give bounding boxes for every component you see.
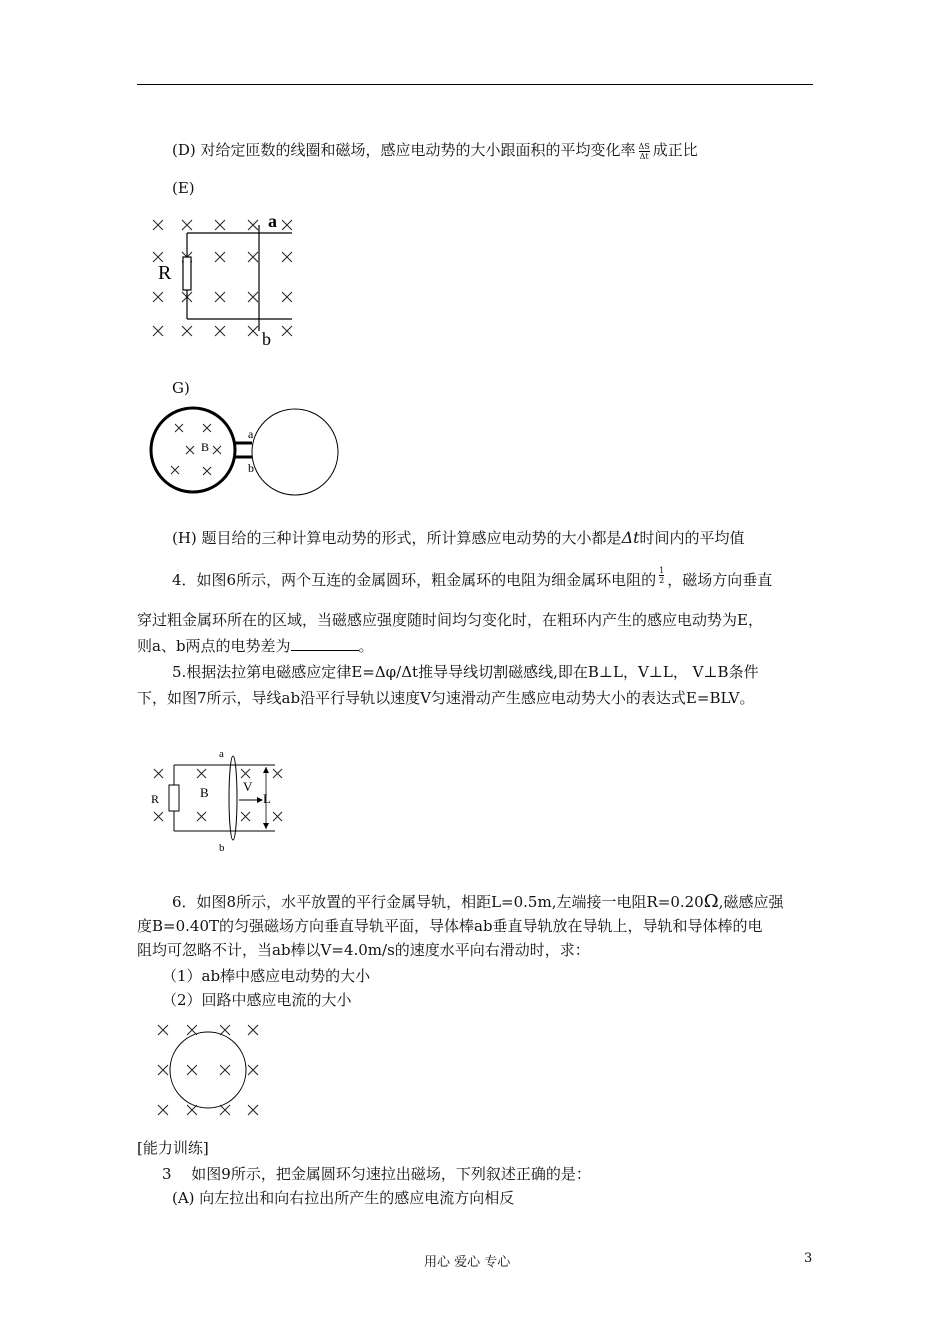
cross-mark	[182, 326, 192, 336]
field-crosses-g	[171, 424, 221, 475]
option-d-tail: 成正比	[652, 141, 698, 159]
figure-e	[140, 205, 320, 355]
label-field-b: B	[201, 440, 210, 454]
question-6-sub2: （2）回路中感应电流的大小	[162, 991, 352, 1009]
header-rule	[137, 84, 813, 85]
label-b: b	[248, 461, 254, 475]
cross-mark	[282, 220, 292, 230]
question-3-line: 3 如图9所示，把金属圆环匀速拉出磁场，下列叙述正确的是：	[162, 1165, 591, 1183]
question-5-line1: 5.根据法拉第电磁感应定律E=Δφ/Δt推导导线切割磁感线,即在B⊥L，V⊥L， V⊥B条件	[172, 663, 759, 681]
page-number: 3	[804, 1251, 813, 1266]
figure-8	[150, 1020, 270, 1120]
resistor-r	[169, 785, 179, 811]
label-b: b	[262, 329, 271, 349]
question-5-line2: 下，如图7所示，导线ab沿平行导轨以速度V匀速滑动产生感应电动势大小的表达式E=BLV。	[137, 689, 755, 707]
resistor-r	[183, 257, 191, 290]
cross-mark	[215, 252, 225, 262]
question-6-line3: 阻均可忽略不计，当ab棒以V=4.0m/s的速度水平向右滑动时，求：	[137, 941, 590, 959]
option-d	[172, 140, 698, 161]
cross-mark	[282, 252, 292, 262]
answer-blank[interactable]	[291, 636, 359, 651]
option-e-label: (E)	[172, 179, 195, 197]
cross-mark	[153, 220, 163, 230]
footer-motto: 用心 爱心 专心	[424, 1255, 511, 1270]
cross-mark	[182, 220, 192, 230]
cross-mark	[248, 292, 258, 302]
figure-7	[145, 745, 295, 855]
option-d-text: (D) 对给定匝数的线圈和磁场，感应电动势的大小跟面积的平均变化率	[172, 141, 636, 159]
question-6-sub1: （1）ab棒中感应电动势的大小	[162, 967, 371, 985]
option-g-label: G)	[172, 379, 190, 397]
cross-mark	[248, 326, 258, 336]
question-4-line2: 穿过粗金属环所在的区域，当磁感应强度随时间均匀变化时，在粗环内产生的感应电动势为E，	[137, 611, 763, 629]
cross-mark	[282, 292, 292, 302]
cross-mark	[153, 292, 163, 302]
label-r: R	[158, 262, 172, 284]
rod-ab	[229, 756, 237, 840]
delta-t-symbol: Δt	[621, 528, 640, 547]
label-b: b	[219, 842, 225, 854]
field-crosses-8	[158, 1025, 258, 1115]
figure-g	[150, 405, 350, 505]
question-6-line2: 度B=0.40T的匀强磁场方向垂直导轨平面，导体棒ab垂直导轨放在导轨上，导轨和导体棒的电	[137, 917, 763, 935]
label-r: R	[151, 792, 160, 806]
option-h: (H) 题目给的三种计算电动势的形式，所计算感应电动势的大小都是Δt时间内的平均值	[172, 528, 745, 547]
fraction-ds-dt: $\frac{\Delta S}{\Delta t}$	[638, 141, 650, 161]
label-a: a	[268, 211, 277, 231]
section-heading: [能力训练]	[137, 1139, 209, 1157]
cross-mark	[215, 326, 225, 336]
label-a: a	[219, 748, 224, 760]
cross-mark	[153, 326, 163, 336]
question-3-option-a: (A) 向左拉出和向右拉出所产生的感应电流方向相反	[172, 1189, 515, 1207]
fraction-half: $\frac{1}{2}$	[659, 565, 665, 585]
question-4-line1: 4．如图6所示，两个互连的金属圆环，粗金属环的电阻为细金属环电阻的 $\frac{1}{2}$ ，磁场方向垂直	[172, 565, 773, 589]
thick-ring	[151, 408, 235, 492]
thin-ring	[252, 409, 338, 495]
metal-ring	[170, 1032, 246, 1108]
question-4-line3: 则a、b两点的电势差为 。	[137, 637, 374, 655]
label-field-b: B	[200, 785, 209, 800]
label-v: V	[243, 779, 253, 794]
cross-mark	[153, 252, 163, 262]
ohm-symbol: Ω	[703, 891, 719, 912]
cross-mark	[215, 220, 225, 230]
label-a: a	[248, 427, 254, 441]
cross-mark	[215, 292, 225, 302]
cross-mark	[248, 252, 258, 262]
cross-mark	[282, 326, 292, 336]
label-l: L	[263, 791, 271, 806]
question-6-line1: 6．如图8所示，水平放置的平行金属导轨，相距L=0.5m,左端接一电阻R=0.20Ω,磁感应强	[172, 891, 784, 912]
thick-connector	[234, 443, 252, 457]
cross-mark	[248, 220, 258, 230]
